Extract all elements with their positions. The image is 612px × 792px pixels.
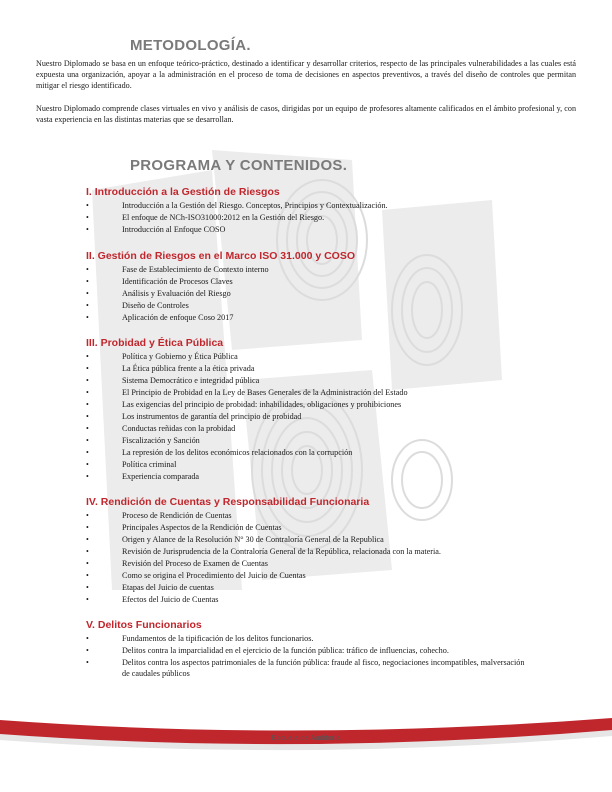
bullet-icon: • [86,634,89,643]
list-item-text: Conductas reñidas con la probidad [122,424,236,434]
list-item [86,633,526,645]
list-item-text: Proceso de Rendición de Cuentas [122,511,232,520]
bullet-icon: • [86,472,89,482]
program-title: PROGRAMA Y CONTENIDOS. [130,157,348,174]
list-item [86,570,526,582]
footer-text: Escuela de Auditoría [271,733,341,742]
bullet-icon: • [86,448,89,458]
list-item-text: El Principio de Probidad en la Ley de Bases Generales de la Administración del Estado [122,388,408,398]
list-item-text: Principales Aspectos de la Rendición de Cuentas [122,523,282,533]
list-item-text: La Ética pública frente a la ética privada [122,364,255,374]
section-title: V. Delitos Funcionarios [86,619,202,631]
methodology-paragraph-2: Nuestro Diplomado comprende clases virtuales en vivo y análisis de casos, dirigidas por un equipo de profesores altamente calificados en el ámbito profesional y, con vasta experiencia en las distintas materias que se desarrollan. [36,104,576,124]
bullet-icon: • [86,511,89,520]
bullet-icon: • [86,412,89,422]
list-item [86,363,526,375]
bullet-icon: • [86,595,89,605]
section-title: III. Probidad y Ética Pública [86,337,224,349]
list-item-text: Identificación de Procesos Claves [122,277,233,287]
list-item-text: Las exigencias del principio de probidad: inhabilidades, obligaciones y prohibiciones [122,400,402,410]
bullet-icon: • [86,571,89,581]
list-item [86,645,526,657]
list-item-text: Origen y Alance de la Resolución N° 30 de Contraloría General de la Republica [122,535,384,545]
list-item [86,657,526,679]
bullet-icon: • [86,352,89,361]
bullet-icon: • [86,213,89,223]
bullet-icon: • [86,460,89,470]
bullet-icon: • [86,388,89,398]
list-item-text: La represión de los delitos económicos relacionados con la corrupción [122,448,353,458]
list-item-text: Introducción a la Gestión del Riesgo. Conceptos, Principios y Contextualización. [122,201,388,210]
list-item [86,534,526,546]
list-item-text: Aplicación de enfoque Coso 2017 [122,313,234,323]
bullet-icon: • [86,376,89,386]
list-item [86,351,526,363]
section-title: II. Gestión de Riesgos en el Marco ISO 31.000 y COSO [86,250,356,262]
list-item [86,312,526,324]
list-item [86,212,526,224]
bullet-icon: • [86,547,89,557]
list-item [86,276,526,288]
list-item [86,387,526,399]
bullet-icon: • [86,313,89,323]
bullet-icon: • [86,301,89,311]
list-item [86,224,526,236]
section-list [86,351,526,484]
list-item [86,375,526,387]
list-item-text: Etapas del Juicio de cuentas [122,583,214,593]
section-list [86,510,526,606]
list-item [86,423,526,435]
methodology-title: METODOLOGÍA. [130,37,251,54]
bullet-icon: • [86,364,89,374]
list-item-text: Delitos contra los aspectos patrimoniales de la función pública: fraude al fisco, negociaciones incompatibles, malversación de caudales públicos [122,658,525,679]
bullet-icon: • [86,225,89,235]
list-item [86,522,526,534]
list-item-text: Efectos del Juicio de Cuentas [122,595,219,605]
bullet-icon: • [86,436,89,446]
list-item-text: Fase de Establecimiento de Contexto interno [122,265,269,274]
list-item-text: Política y Gobierno y Ética Pública [122,352,238,361]
bullet-icon: • [86,535,89,545]
list-item [86,546,526,558]
bullet-icon: • [86,289,89,299]
section-list [86,264,526,324]
list-item-text: Revisión del Proceso de Examen de Cuentas [122,559,268,569]
list-item-text: Sistema Democrático e integridad pública [122,376,260,386]
list-item [86,435,526,447]
list-item-text: Delitos contra la imparcialidad en el ejercicio de la función pública: tráfico de influencias, cohecho. [122,646,449,656]
bullet-icon: • [86,658,89,668]
bullet-icon: • [86,400,89,410]
list-item-text: Fundamentos de la tipificación de los delitos funcionarios. [122,634,314,643]
methodology-paragraph-1: Nuestro Diplomado se basa en un enfoque teórico-práctico, destinado a identificar y desarrollar criterios, respecto de las principales vulnerabilidades a las cuales está expuesta una organización, apoyar a la administración en el proceso de toma de decisiones en aspectos preventivos, a través del diseño de controles que permitan mitigar el riesgo identificado. [36,59,576,90]
bullet-icon: • [86,265,89,274]
list-item [86,447,526,459]
bullet-icon: • [86,424,89,434]
list-item-text: Política criminal [122,460,177,470]
list-item [86,411,526,423]
list-item [86,459,526,471]
list-item [86,510,526,522]
list-item-text: Como se origina el Procedimiento del Juicio de Cuentas [122,571,306,581]
list-item-text: Fiscalización y Sanción [122,436,200,446]
list-item [86,582,526,594]
list-item [86,200,526,212]
list-item-text: El enfoque de NCh-ISO31000:2012 en la Gestión del Riesgo. [122,213,325,223]
list-item [86,594,526,606]
list-item-text: Los instrumentos de garantía del principio de probidad [122,412,302,422]
bullet-icon: • [86,277,89,287]
bullet-icon: • [86,201,89,210]
list-item [86,558,526,570]
list-item [86,264,526,276]
section-list [86,633,526,679]
list-item [86,399,526,411]
footer-band [0,700,612,792]
list-item [86,471,526,483]
list-item-text: Introducción al Enfoque COSO [122,225,226,235]
section-list [86,200,526,236]
list-item-text: Análisis y Evaluación del Riesgo [122,289,231,299]
list-item [86,300,526,312]
section-title: IV. Rendición de Cuentas y Responsabilidad Funcionaria [86,496,370,508]
list-item-text: Diseño de Controles [122,301,189,311]
list-item-text: Revisión de Jurisprudencia de la Contraloría General de la República, relacionada con la materia. [122,547,441,557]
list-item [86,288,526,300]
list-item-text: Experiencia comparada [122,472,200,482]
section-title: I. Introducción a la Gestión de Riesgos [86,186,280,198]
bullet-icon: • [86,523,89,533]
bullet-icon: • [86,559,89,569]
bullet-icon: • [86,646,89,656]
bullet-icon: • [86,583,89,593]
